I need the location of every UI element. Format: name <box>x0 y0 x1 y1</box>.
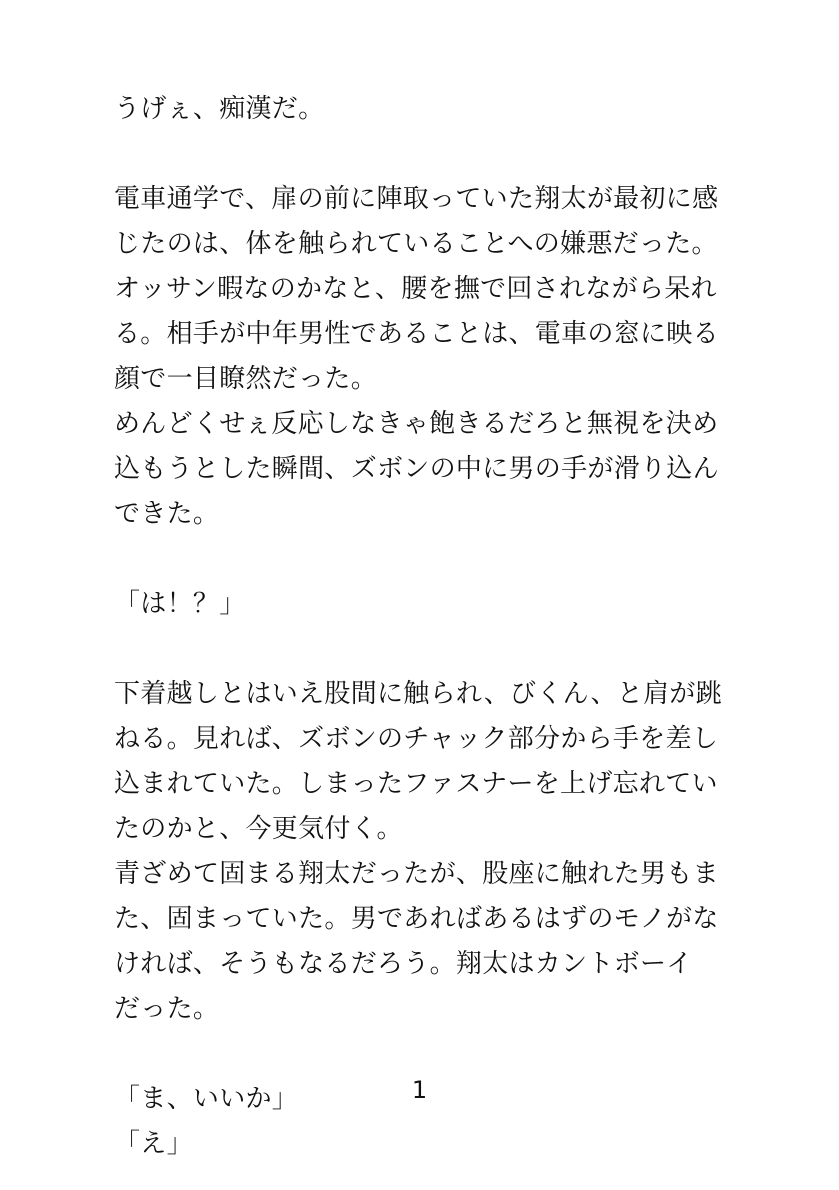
text-line: だった。 <box>114 994 220 1024</box>
text-line: オッサン暇なのかなと、腰を撫で回されながら呆れ <box>114 274 717 304</box>
text-line: めんどくせぇ反応しなきゃ飽きるだろと無視を決め <box>114 409 719 439</box>
blank-line <box>114 1032 726 1077</box>
text-line: ければ、そうもなるだろう。翔太はカントボーイ <box>114 949 693 979</box>
text-line: 下着越しとはいえ股間に触られ、びくん、と肩が跳 <box>114 679 723 709</box>
text-line: じたのは、体を触られていることへの嫌悪だった。 <box>114 229 718 259</box>
body-text <box>114 87 726 1167</box>
blank-line <box>114 627 726 672</box>
text-line: 込もうとした瞬間、ズボンの中に男の手が滑り込ん <box>114 454 719 484</box>
text-line: 込まれていた。しまったファスナーを上げ忘れてい <box>114 769 718 799</box>
dialogue-line: 「え」 <box>114 1129 193 1159</box>
dialogue-line: 「ま、いいか」 <box>114 1084 299 1114</box>
dialogue-line: 「は！？」 <box>114 589 246 619</box>
text-line: できた。 <box>114 499 220 529</box>
text-line: たのかと、今更気付く。 <box>114 814 403 844</box>
text-line: る。相手が中年男性であることは、電車の窓に映る <box>114 319 719 349</box>
text-line: 電車通学で、扉の前に陣取っていた翔太が最初に感 <box>114 184 719 214</box>
text-line: ねる。見れば、ズボンのチャック部分から手を差し <box>114 724 719 754</box>
text-line: 青ざめて固まる翔太だったが、股座に触れた男もま <box>114 859 719 889</box>
blank-line <box>114 537 726 582</box>
text-line: 顔で一目瞭然だった。 <box>114 364 378 394</box>
text-line: うげぇ、痴漢だ。 <box>114 94 325 124</box>
blank-line <box>114 132 726 177</box>
text-line: た、固まっていた。男であればあるはずのモノがな <box>114 904 719 934</box>
page-number: 1 <box>411 1076 428 1104</box>
